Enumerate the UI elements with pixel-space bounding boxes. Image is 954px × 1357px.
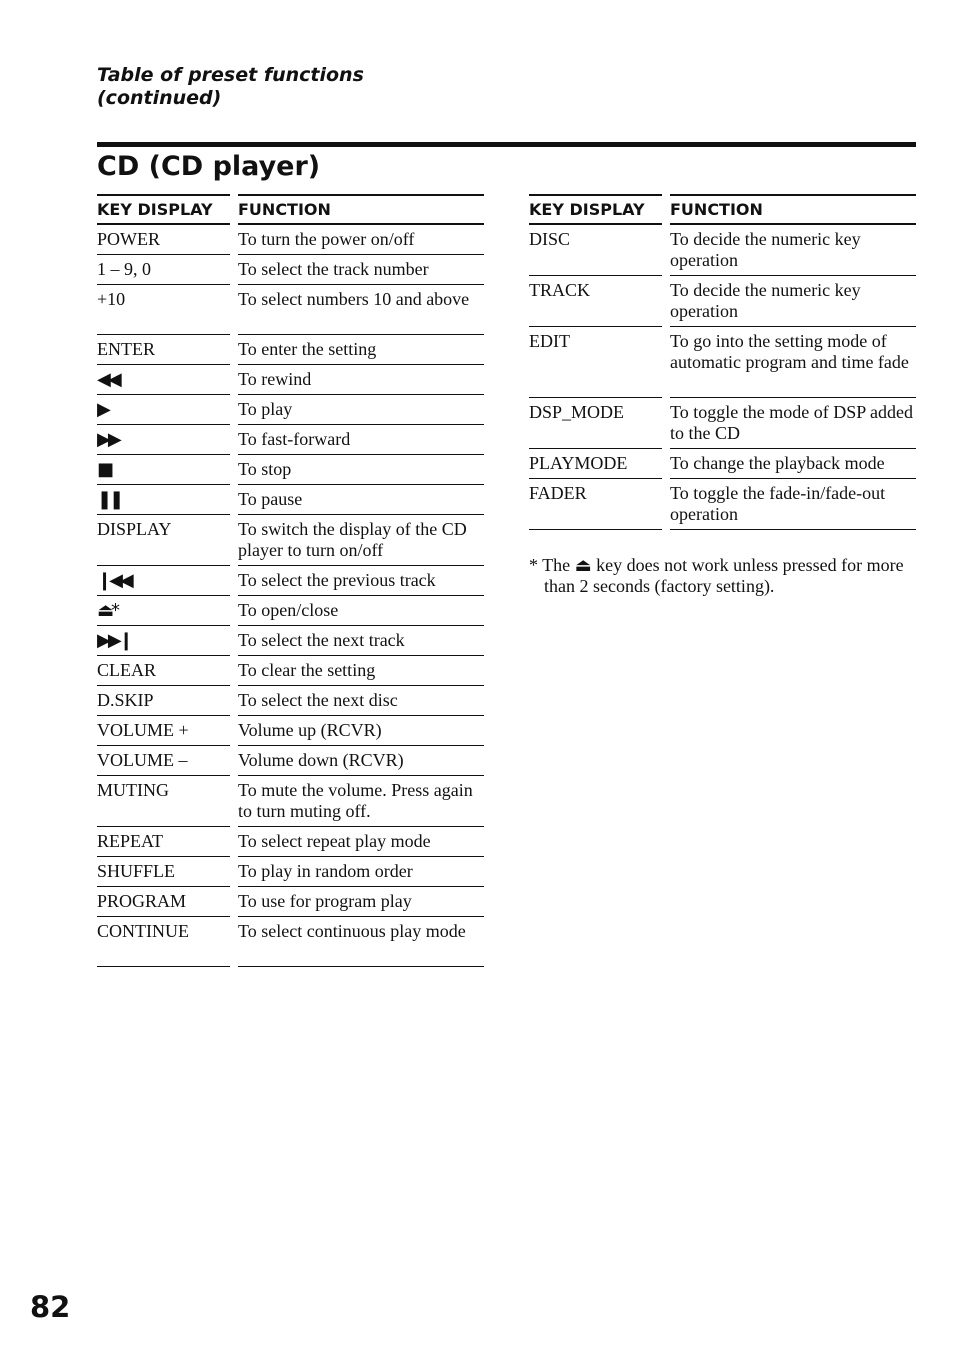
table-row xyxy=(97,566,484,596)
section-rule xyxy=(97,142,916,147)
previous-track-icon: ❙◀◀ xyxy=(97,566,230,596)
left-function-table xyxy=(97,194,484,967)
table-row xyxy=(529,449,916,479)
table-row xyxy=(529,276,916,327)
key-display-cell: CLEAR xyxy=(97,656,230,686)
table-row xyxy=(97,285,484,335)
function-cell: To play xyxy=(238,395,484,425)
function-cell: Volume up (RCVR) xyxy=(238,716,484,746)
table-row xyxy=(97,335,484,365)
key-display-cell: PROGRAM xyxy=(97,887,230,917)
table-row xyxy=(529,398,916,449)
function-cell: To select the next track xyxy=(238,626,484,656)
key-display-cell: PLAYMODE xyxy=(529,449,662,479)
function-cell: To fast-forward xyxy=(238,425,484,455)
right-function-table xyxy=(529,194,916,530)
table-row xyxy=(97,255,484,285)
function-cell: To stop xyxy=(238,455,484,485)
key-display-cell: SHUFFLE xyxy=(97,857,230,887)
key-display-cell: POWER xyxy=(97,225,230,255)
stop-icon: ■ xyxy=(97,455,230,485)
function-cell: To toggle the fade-in/fade-out operation xyxy=(670,479,916,530)
table-row xyxy=(97,425,484,455)
rewind-icon: ◀◀ xyxy=(97,365,230,395)
header-function: FUNCTION xyxy=(238,194,484,225)
table-row xyxy=(529,479,916,530)
function-cell: To toggle the mode of DSP added to the CD xyxy=(670,398,916,449)
function-cell: To switch the display of the CD player to turn on/off xyxy=(238,515,484,566)
table-row xyxy=(97,917,484,967)
table-row xyxy=(97,596,484,626)
table-row xyxy=(97,887,484,917)
play-icon: ▶ xyxy=(97,395,230,425)
running-head-line1: Table of preset functions xyxy=(97,64,364,86)
section-title: CD (CD player) xyxy=(97,151,321,182)
key-display-cell: VOLUME – xyxy=(97,746,230,776)
table-row xyxy=(97,515,484,566)
table-row xyxy=(97,776,484,827)
footnote: * The ⏏ key does not work unless pressed for more than 2 seconds (factory setting). xyxy=(529,555,904,596)
page-number: 82 xyxy=(30,1290,71,1324)
table-row xyxy=(97,626,484,656)
key-display-cell: DISC xyxy=(529,225,662,276)
function-cell: To open/close xyxy=(238,596,484,626)
function-cell: Volume down (RCVR) xyxy=(238,746,484,776)
header-key-display: KEY DISPLAY xyxy=(97,194,230,225)
key-display-cell: EDIT xyxy=(529,327,662,398)
function-cell: To select the next disc xyxy=(238,686,484,716)
table-row xyxy=(97,485,484,515)
table-row xyxy=(97,455,484,485)
table-row xyxy=(97,857,484,887)
key-display-cell: REPEAT xyxy=(97,827,230,857)
table-row xyxy=(529,327,916,398)
header-key-display: KEY DISPLAY xyxy=(529,194,662,225)
key-display-cell: TRACK xyxy=(529,276,662,327)
function-cell: To select continuous play mode xyxy=(238,917,484,967)
function-cell: To use for program play xyxy=(238,887,484,917)
key-display-cell: DSP_MODE xyxy=(529,398,662,449)
function-cell: To decide the numeric key operation xyxy=(670,276,916,327)
key-display-cell: MUTING xyxy=(97,776,230,827)
function-cell: To decide the numeric key operation xyxy=(670,225,916,276)
table-row xyxy=(97,225,484,255)
function-cell: To select the previous track xyxy=(238,566,484,596)
key-display-cell: D.SKIP xyxy=(97,686,230,716)
function-cell: To select repeat play mode xyxy=(238,827,484,857)
function-cell: To mute the volume. Press again to turn muting off. xyxy=(238,776,484,827)
table-row xyxy=(97,746,484,776)
function-cell: To turn the power on/off xyxy=(238,225,484,255)
key-display-cell: +10 xyxy=(97,285,230,335)
table-row xyxy=(97,365,484,395)
next-track-icon: ▶▶❙ xyxy=(97,626,230,656)
table-row xyxy=(97,716,484,746)
table-row xyxy=(97,686,484,716)
pause-icon: ❚❚ xyxy=(97,485,230,515)
function-cell: To pause xyxy=(238,485,484,515)
function-cell: To play in random order xyxy=(238,857,484,887)
function-cell: To select numbers 10 and above xyxy=(238,285,484,335)
function-cell: To clear the setting xyxy=(238,656,484,686)
key-display-cell: ENTER xyxy=(97,335,230,365)
function-cell: To go into the setting mode of automatic program and time fade xyxy=(670,327,916,398)
table-row xyxy=(97,827,484,857)
key-display-cell: FADER xyxy=(529,479,662,530)
running-head-line2: (continued) xyxy=(97,87,222,109)
key-display-cell: 1 – 9, 0 xyxy=(97,255,230,285)
table-row xyxy=(97,395,484,425)
key-display-cell: VOLUME + xyxy=(97,716,230,746)
table-header xyxy=(529,194,916,225)
function-cell: To change the playback mode xyxy=(670,449,916,479)
key-display-cell: DISPLAY xyxy=(97,515,230,566)
key-display-cell: CONTINUE xyxy=(97,917,230,967)
table-row xyxy=(529,225,916,276)
running-head xyxy=(97,64,497,110)
function-cell: To select the track number xyxy=(238,255,484,285)
eject-icon: ⏏* xyxy=(97,596,230,626)
table-row xyxy=(97,656,484,686)
header-function: FUNCTION xyxy=(670,194,916,225)
function-cell: To rewind xyxy=(238,365,484,395)
fast-forward-icon: ▶▶ xyxy=(97,425,230,455)
function-cell: To enter the setting xyxy=(238,335,484,365)
table-header xyxy=(97,194,484,225)
